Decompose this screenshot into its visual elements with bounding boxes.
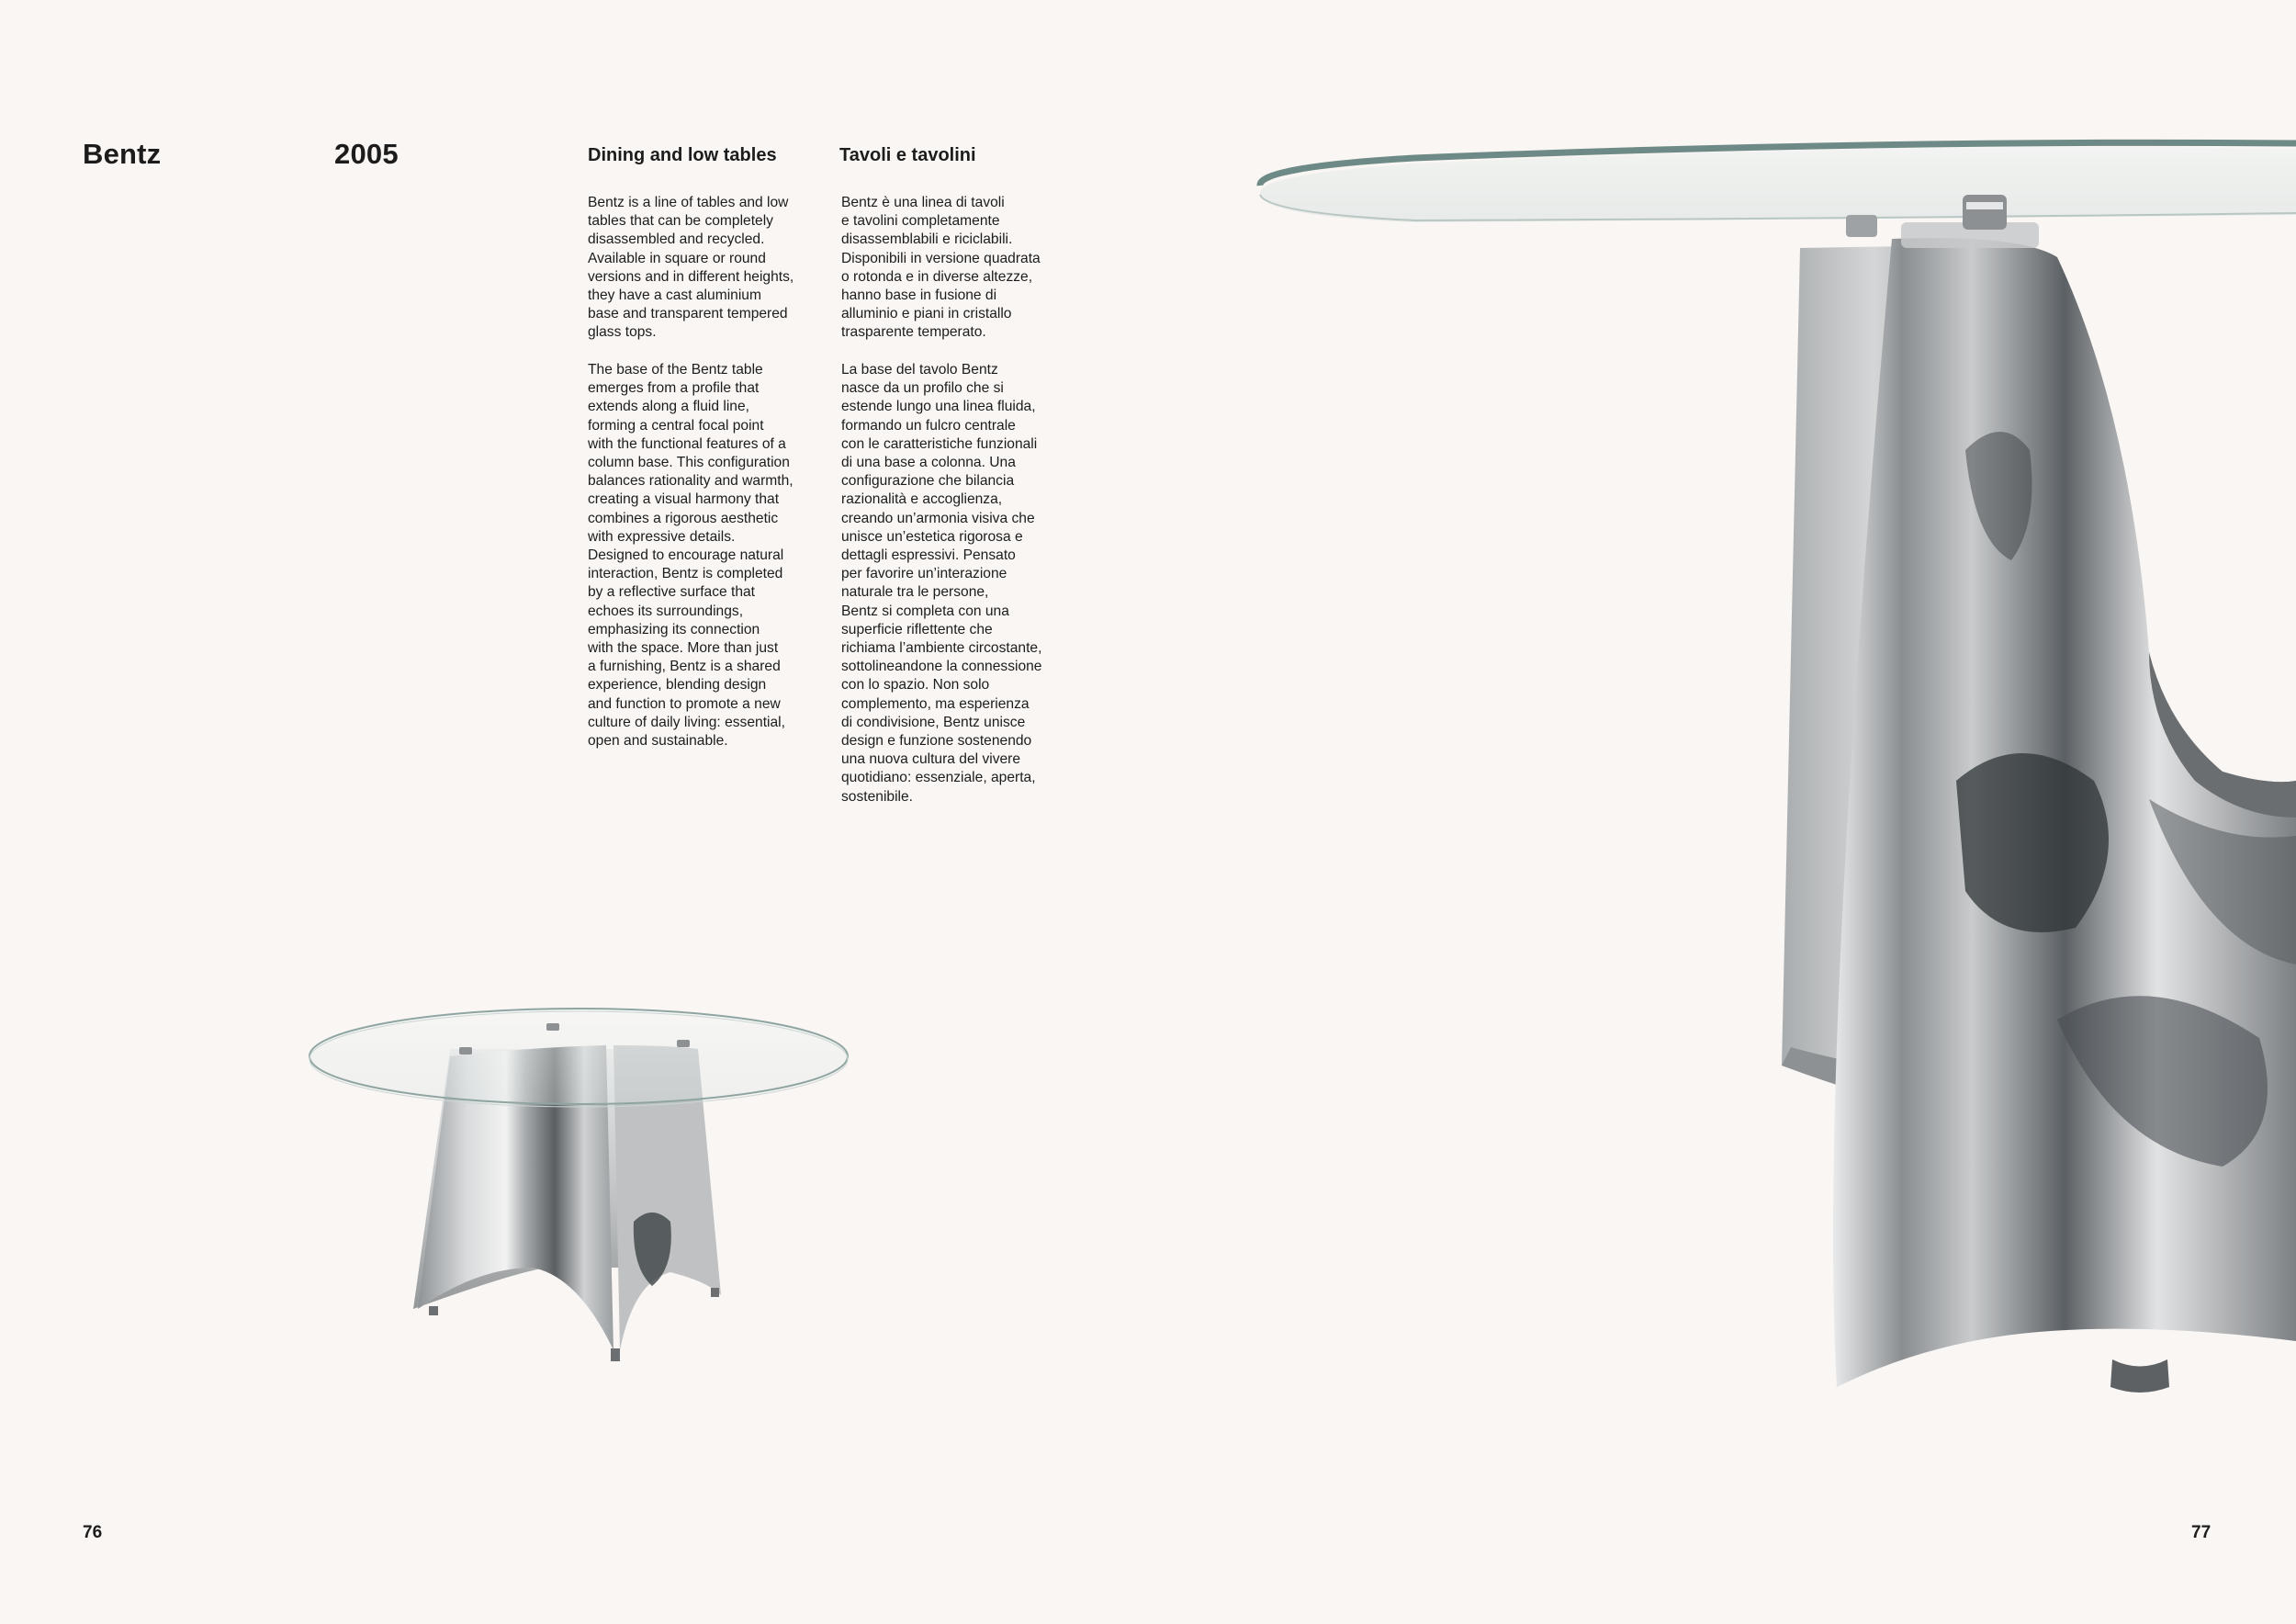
description-italian-paragraph-2: La base del tavolo Bentz nasce da un profilo che si estende lungo una linea fluida, formando un fulcro centrale con le caratteristiche funzionali di una base a colonna. Una configurazione che bilancia razionalità e accoglienza, creando un’armonia visiva che unisce un’estetica rigorosa e dettagli espressivi. Pensato per favorire un’interazione naturale tra le persone, Bentz si completa con una superficie riflettente che richiama l’ambiente circostante, sottolineandone la connessione con lo spazio. Non solo complemento, ma esperienza di condivisione, Bentz unisce design e funzione sostenendo una nuova cultura del vivere quotidiano: essenziale, aperta, sostenibile. (841, 362, 1042, 805)
product-year: 2005 (334, 138, 399, 170)
heading-english: Dining and low tables (588, 145, 777, 165)
page-number-right: 77 (2191, 1523, 2212, 1542)
heading-italian: Tavoli e tavolini (839, 145, 976, 165)
page-number-left: 76 (83, 1523, 103, 1542)
product-name: Bentz (83, 138, 162, 170)
description-english-paragraph-2: The base of the Bentz table emerges from a profile that extends along a fluid line, forming a central focal point with the functional features of a column base. This configuration balances rationality and warmth, creating a visual harmony that combines a rigorous aesthetic with expressive details. Designed to encourage natural interaction, Bentz is completed by a reflective surface that echoes its surroundings, emphasizing its connection with the space. More than just a furnishing, Bentz is a shared experience, blending design and function to promote a new culture of daily living: essential, open and sustainable. (588, 362, 793, 750)
description-english-paragraph-1: Bentz is a line of tables and low tables that can be completely disassembled and recycled. Available in square or round versions and in different heights, they have a cast aluminium base and transparent tempered glass tops. (588, 195, 794, 341)
description-italian-paragraph-1: Bentz è una linea di tavoli e tavolini completamente disassemblabili e riciclabili. Disponibili in versione quadrata o rotonda e in diverse altezze, hanno base in fusione di alluminio e piani in cristallo trasparente temperato. (841, 195, 1041, 341)
bentz-table-base-closeup-photo (1231, 138, 2296, 1396)
bentz-round-table-photo (303, 992, 854, 1369)
